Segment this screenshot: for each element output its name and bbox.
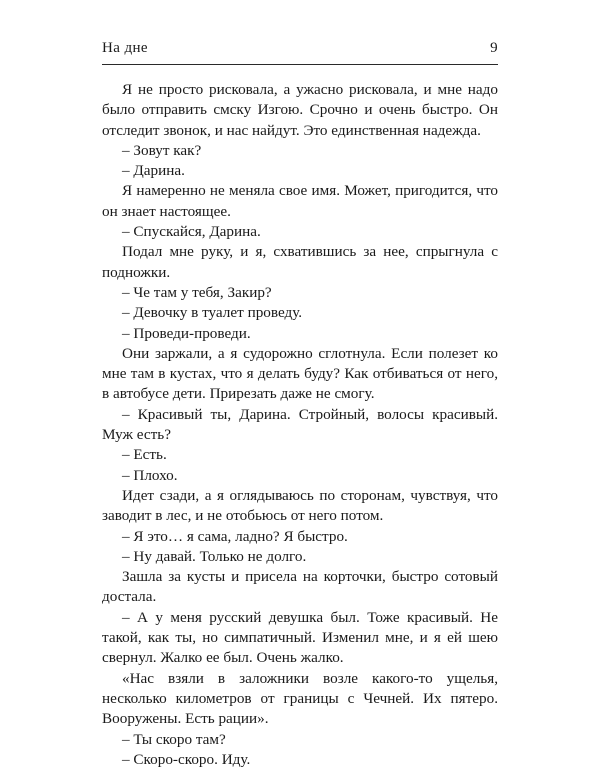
paragraph: – Ты скоро там? (122, 730, 226, 748)
paragraph: – Ну давай. Только не долго. (122, 547, 307, 565)
paragraph: – Плохо. (122, 466, 178, 484)
paragraph: – Зовут как? (122, 141, 202, 159)
paragraph: – Я это… я сама, ладно? Я быстро. (122, 527, 348, 545)
body-text (102, 80, 498, 770)
paragraph: – Скоро-скоро. Иду. (122, 750, 251, 768)
paragraph: Я намеренно не меняла свое имя. Может, пригодится, что он знает настоящее. (102, 182, 498, 220)
running-head (102, 40, 498, 57)
chapter-title: На дне (102, 40, 148, 56)
paragraph: – А у меня русский девушка был. Тоже красивый. Не такой, как ты, но симпатичный. Изменил мне, и я ей шею свернул. Жалко ее был. Очень жалко. (102, 608, 498, 667)
paragraph: – Девочку в туалет проведу. (122, 304, 303, 322)
paragraph: – Спускайся, Дарина. (122, 223, 261, 241)
paragraph: Зашла за кусты и присела на корточки, быстро сотовый достала. (102, 568, 498, 606)
page-number: 9 (490, 40, 498, 56)
paragraph: – Че там у тебя, Закир? (122, 283, 272, 301)
paragraph: – Проведи-проведи. (122, 324, 251, 342)
paragraph: Я не просто рисковала, а ужасно рисковала, и мне надо было отправить смску Изгою. Срочно и очень быстро. Он отследит звонок, и нас найдут. Это единственная надежда. (102, 81, 498, 139)
paragraph: – Есть. (122, 446, 167, 464)
paragraph: Идет сзади, а я оглядываюсь по сторонам, чувствуя, что заводит в лес, и не отобьюсь от него потом. (102, 486, 498, 525)
paragraph: – Красивый ты, Дарина. Стройный, волосы красивый. Муж есть? (102, 405, 498, 444)
paragraph: Они заржали, а я судорожно сглотнула. Если полезет ко мне там в кустах, что я делать буду? Как отбиваться от него, в автобусе дети. Прирезать даже не смогу. (102, 344, 498, 403)
paragraph: «Нас взяли в заложники возле какого-то ущелья, несколько километров от границы с Чечней. Их пятеро. Вооружены. Есть рации». (102, 669, 498, 728)
paragraph: Подал мне руку, и я, схватившись за нее, спрыгнула с подножки. (102, 243, 498, 281)
paragraph: – Дарина. (122, 162, 185, 180)
header-rule (102, 64, 498, 65)
